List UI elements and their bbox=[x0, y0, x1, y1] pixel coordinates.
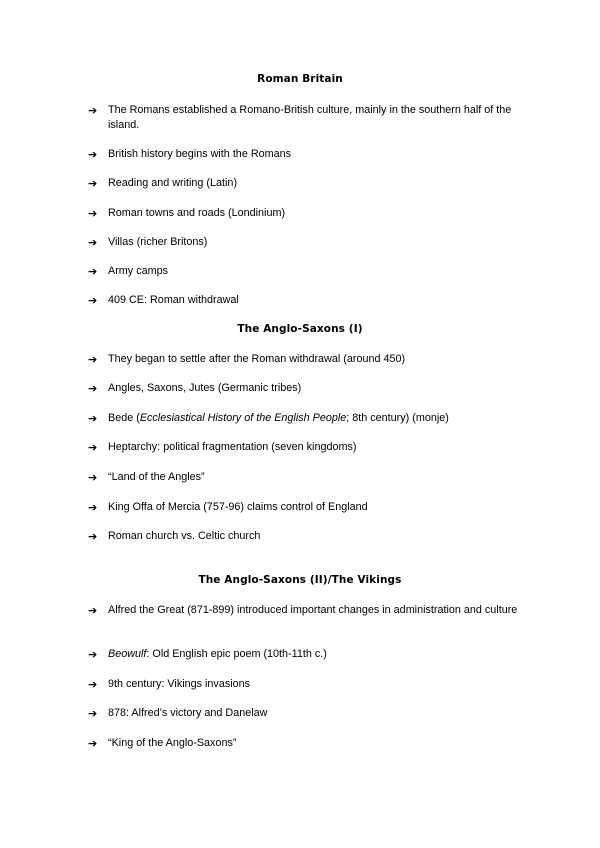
list-item bbox=[88, 470, 528, 485]
arrow-bullet-icon: ➔ bbox=[88, 441, 98, 454]
list-item-text: Reading and writing (Latin) bbox=[108, 177, 238, 189]
arrow-bullet-icon: ➔ bbox=[88, 737, 98, 750]
arrow-bullet-icon: ➔ bbox=[88, 678, 98, 691]
list-item-text-post: : Old English epic poem (10th-11th c.) bbox=[146, 648, 327, 660]
arrow-bullet-icon: ➔ bbox=[88, 148, 98, 161]
list-item-text: Villas (richer Britons) bbox=[108, 236, 208, 248]
list-item-text-post: ; 8th century) (monje) bbox=[346, 412, 449, 424]
list-item bbox=[88, 381, 528, 396]
arrow-bullet-icon: ➔ bbox=[88, 501, 98, 514]
list-item-text: Angles, Saxons, Jutes (Germanic tribes) bbox=[108, 382, 302, 394]
section-heading-anglo-saxons-1: The Anglo-Saxons (I) bbox=[237, 323, 363, 335]
arrow-bullet-icon: ➔ bbox=[88, 707, 98, 720]
arrow-bullet-icon: ➔ bbox=[88, 471, 98, 484]
arrow-bullet-icon: ➔ bbox=[88, 294, 98, 307]
arrow-bullet-icon: ➔ bbox=[88, 353, 98, 366]
list-item-text bbox=[108, 647, 528, 662]
list-item bbox=[88, 103, 528, 133]
arrow-bullet-icon: ➔ bbox=[88, 265, 98, 278]
list-item bbox=[88, 176, 528, 191]
list-item bbox=[88, 147, 528, 162]
list-item bbox=[88, 500, 528, 515]
list-item-text: Alfred the Great (871-899) introduced important changes in administration and culture bbox=[108, 604, 518, 616]
list-item bbox=[88, 677, 528, 692]
list-item bbox=[88, 411, 528, 426]
list-item bbox=[88, 647, 528, 662]
list-item-text: King Offa of Mercia (757-96) claims control of England bbox=[108, 501, 368, 513]
section-heading-roman-britain: Roman Britain bbox=[257, 73, 343, 85]
list-item bbox=[88, 206, 528, 221]
list-item-text: 409 CE: Roman withdrawal bbox=[108, 294, 239, 306]
list-item-text: Roman church vs. Celtic church bbox=[108, 530, 261, 542]
section-heading-anglo-saxons-2-vikings: The Anglo-Saxons (II)/The Vikings bbox=[198, 574, 402, 586]
list-item-text bbox=[108, 411, 528, 426]
arrow-bullet-icon: ➔ bbox=[88, 530, 98, 543]
list-item-text-pre: Bede ( bbox=[108, 412, 140, 424]
list-item bbox=[88, 293, 528, 308]
arrow-bullet-icon: ➔ bbox=[88, 648, 98, 661]
arrow-bullet-icon: ➔ bbox=[88, 382, 98, 395]
list-item-text: They began to settle after the Roman withdrawal (around 450) bbox=[108, 353, 406, 365]
list-item bbox=[88, 235, 528, 250]
arrow-bullet-icon: ➔ bbox=[88, 207, 98, 220]
arrow-bullet-icon: ➔ bbox=[88, 412, 98, 425]
list-item bbox=[88, 264, 528, 279]
list-item bbox=[88, 706, 528, 721]
arrow-bullet-icon: ➔ bbox=[88, 236, 98, 249]
arrow-bullet-icon: ➔ bbox=[88, 104, 98, 117]
list-item bbox=[88, 440, 528, 455]
list-item-text: The Romans established a Romano-British culture, mainly in the southern half of the island. bbox=[108, 104, 512, 131]
list-item-text: Heptarchy: political fragmentation (seven kingdoms) bbox=[108, 441, 357, 453]
poem-title: Beowulf bbox=[108, 648, 147, 660]
arrow-bullet-icon: ➔ bbox=[88, 604, 98, 617]
list-item-text: 878: Alfred’s victory and Danelaw bbox=[108, 707, 268, 719]
list-item bbox=[88, 736, 528, 751]
list-item bbox=[88, 352, 528, 367]
list-item-text: “Land of the Angles” bbox=[108, 471, 205, 483]
list-item-text: 9th century: Vikings invasions bbox=[108, 678, 251, 690]
book-title: Ecclesiastical History of the English People bbox=[139, 412, 347, 424]
list-item bbox=[88, 529, 528, 544]
arrow-bullet-icon: ➔ bbox=[88, 177, 98, 190]
list-item-text: “King of the Anglo-Saxons” bbox=[108, 737, 237, 749]
list-item-text: Army camps bbox=[108, 265, 168, 277]
list-item-text: Roman towns and roads (Londinium) bbox=[108, 207, 286, 219]
list-item-text: British history begins with the Romans bbox=[108, 148, 292, 160]
list-item bbox=[88, 603, 528, 618]
